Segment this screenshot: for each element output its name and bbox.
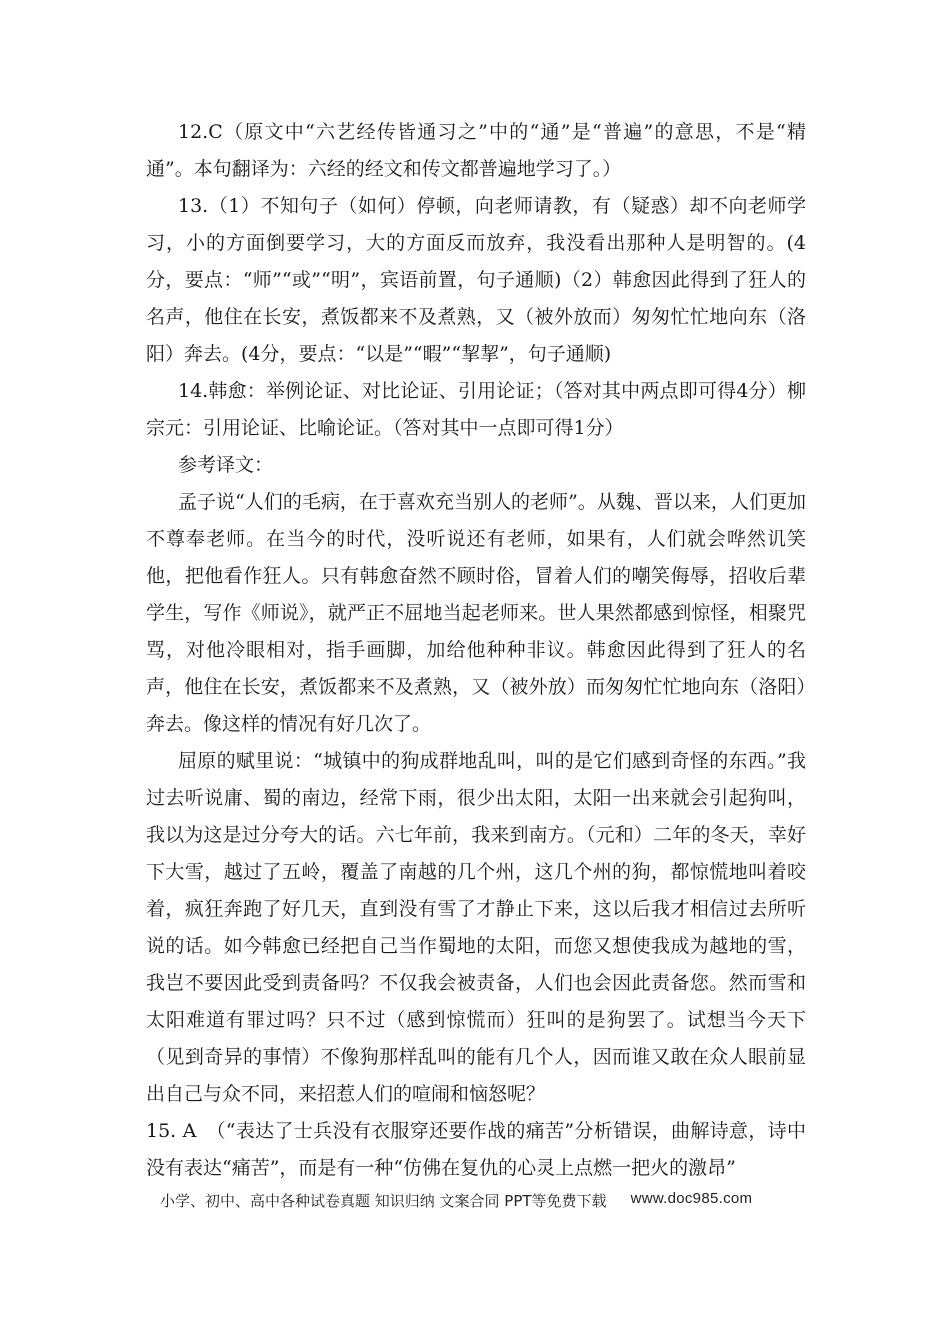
translation-paragraph-1: 孟子说“人们的毛病，在于喜欢充当别人的老师”。从魏、晋以来，人们更加不尊奉老师。在当今的时代，没听说还有老师，如果有，人们就会哗然讥笑他，把他看作狂人。只有韩愈奋然不顾时俗，冒着人们的嘲笑侮辱，招收后辈学生，写作《师说》，就严正不屈地当起老师来。世人果然都感到惊怪，相聚咒骂，对他冷眼相对，指手画脚，加给他种种非议。韩愈因此得到了狂人的名声，他住在长安，煮饭都来不及煮熟，又（被外放）而匆匆忙忙地向东（洛阳）奔去。像这样的情况有好几次了。 bbox=[146, 491, 806, 735]
answer-15: 15. A （“表达了士兵没有衣服穿还要作战的痛苦”分析错误，曲解诗意，诗中没有表达“痛苦”，而是有一种“仿佛在复仇的心灵上点燃一把火的激昂” bbox=[146, 1120, 806, 1179]
document-body bbox=[146, 114, 806, 1187]
translation-paragraph-2: 屈原的赋里说：“城镇中的狗成群地乱叫，叫的是它们感到奇怪的东西。”我过去听说庸、蜀的南边，经常下雨，很少出太阳，太阳一出来就会引起狗叫，我以为这是过分夸大的话。六七年前，我来到南方。（元和）二年的冬天，幸好下大雪，越过了五岭，覆盖了南越的几个州，这几个州的狗，都惊慌地叫着咬着，疯狂奔跑了好几天，直到没有雪了才静止下来，这以后我才相信过去所听说的话。如今韩愈已经把自己当作蜀地的太阳，而您又想使我成为越地的雪，我岂不要因此受到责备吗？不仅我会被责备，人们也会因此责备您。然而雪和太阳难道有罪过吗？只不过（感到惊慌而）狂叫的是狗罢了。试想当今天下（见到奇异的事情）不像狗那样乱叫的能有几个人，因而谁又敢在众人眼前显出自己与众不同，来招惹人们的喧闹和恼怒呢？ bbox=[146, 750, 806, 1105]
translation-heading: 参考译文： bbox=[178, 454, 274, 476]
answer-12: 12.C（原文中“六艺经传皆通习之”中的“通”是“普遍”的意思，不是“精通”。本句翻译为：六经的经文和传文都普遍地学习了。） bbox=[146, 121, 806, 180]
footer-site-link[interactable]: www.doc985.com bbox=[630, 1190, 753, 1207]
answer-13: 13.（1）不知句子（如何）停顿，向老师请教，有（疑惑）却不向老师学习，小的方面倒要学习，大的方面反而放弃，我没看出那种人是明智的。(4分，要点：“师”“或”“明”，宾语前置，句子通顺)（2）韩愈因此得到了狂人的名声，他住在长安，煮饭都来不及煮熟，又（被外放而）匆匆忙忙地向东（洛阳）奔去。(4分，要点：“以是”“暇”“挈挈”，句子通顺) bbox=[146, 195, 806, 365]
page-footer bbox=[160, 1190, 800, 1211]
answer-14: 14.韩愈：举例论证、对比论证、引用论证；（答对其中两点即可得4分）柳宗元：引用论证、比喻论证。（答对其中一点即可得1分） bbox=[146, 380, 806, 439]
footer-text: 小学、初中、高中各种试卷真题 知识归纳 文案合同 PPT等免费下载 bbox=[160, 1192, 607, 1210]
